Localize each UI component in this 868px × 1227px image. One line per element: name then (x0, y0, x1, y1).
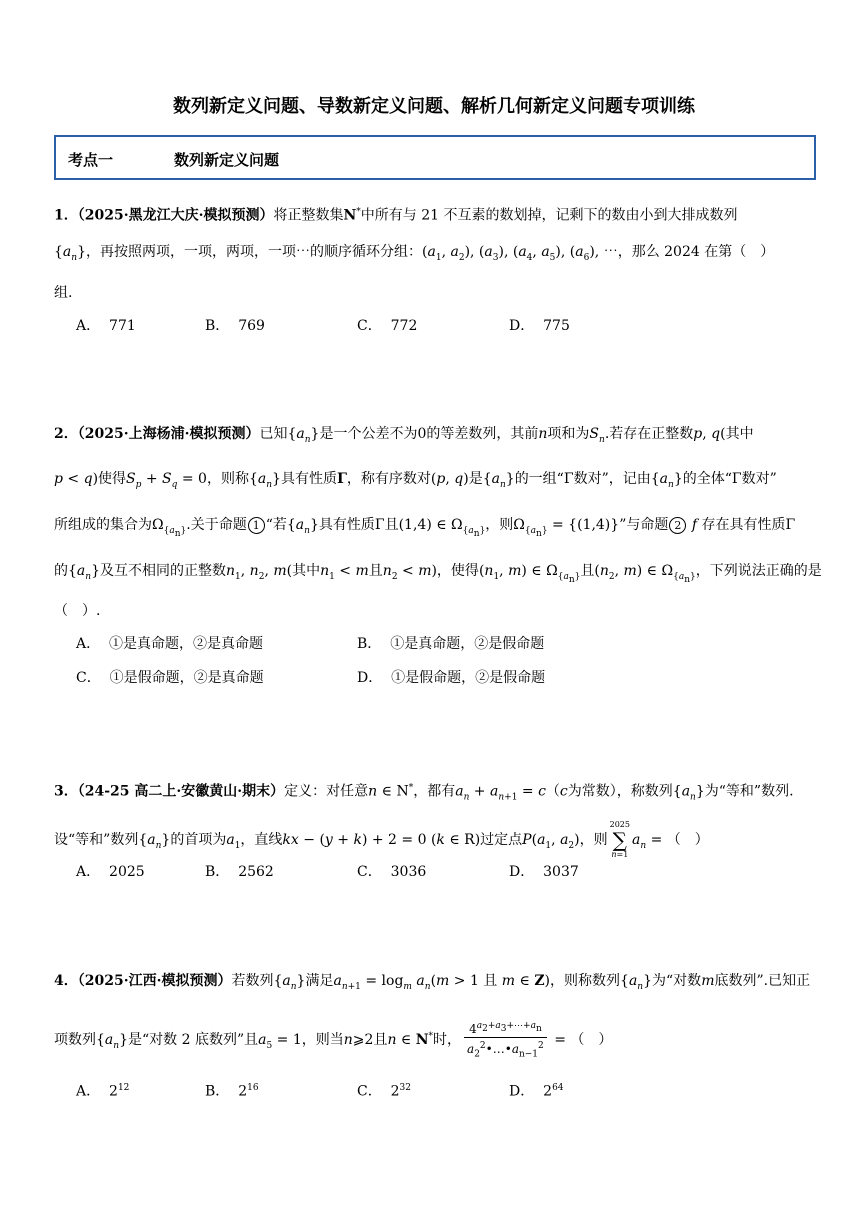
q3-source: （24-25 高二上·安徽黄山·期末） (77, 783, 285, 800)
circled-two-icon: 2 (669, 517, 686, 534)
q1-option-d[interactable]: D． 775 (509, 318, 570, 334)
q1-source: （2025·黑龙江大庆·模拟预测） (77, 207, 274, 224)
q1-text: 组. (54, 285, 73, 301)
q1-option-a[interactable]: A． 771 (76, 318, 136, 334)
circled-one-icon: 1 (248, 517, 265, 534)
q4-line-2: 项数列$\{a_n\}$是“对数 2 底数列”且$a_5 = 1$，则当n⩾2且n ∈ N*时， $\frac{4^{a_2+a_3+\cdots+a_n}}{a_2^2•\dots•a_{n-1}^2}$ = （ ） (54, 1018, 820, 1063)
q2-number: 2． (54, 426, 78, 442)
q1-line-3 (54, 283, 820, 303)
q3-line-2: 设“等和”数列$\{a_n\}$的首项为$a_1$，直线kx − (y + k) + 2 = 0 (k ∈ R)过定点$P(a_1$, $a_2$)，则 2025 ∑ n=1 $a_n$ = （ ） (54, 820, 709, 859)
q4-number: 4． (54, 973, 78, 989)
q1-option-c[interactable]: C． 772 (357, 318, 418, 334)
q2-line-3: 所组成的集合为$\Omega_{\{a_n\}}$.关于命题 1 “若$\{a_n\}$具有性质Γ且(1,4) ∈ $\Omega_{\{a_n\}}$，则$\Omega_{\{a_n\}} = \{(1,4)\}$”与命题 2 f 存在具有性质Γ (54, 517, 796, 539)
fraction-expression: $\frac{4^{a_2+a_3+\cdots+a_n}}{a_2^2•\dots•a_{n-1}^2}$ (464, 1018, 547, 1062)
q1-text: ，那么 2024 在第（ ） (617, 244, 775, 260)
q1-text: 中所有与 21 不互素的数划掉，记剩下的数由小到大排成数列 (360, 207, 738, 224)
section-header (54, 135, 816, 180)
q2-option-d[interactable]: D． ①是假命题，②是假命题 (357, 670, 546, 686)
q3-option-a[interactable]: A． 2025 (76, 864, 145, 880)
q1-text: ，再按照两项，一项，两项，一项⋯的顺序循环分组： (86, 244, 422, 260)
q4-option-d[interactable]: D． $2^{64}$ (509, 1083, 564, 1100)
q4-source: （2025·江西·模拟预测） (77, 973, 232, 989)
q2-source: （2025·上海杨浦·模拟预测） (77, 426, 260, 442)
q1-line-2: $\{a_n\}$，再按照两项，一项，两项，一项⋯的顺序循环分组：($a_1$, $a_2$), $(a_3)$, ($a_4$, $a_5$), $(a_6)$, ⋯，那么 2024 在第（ ） (54, 244, 775, 263)
q2-line-2: p < q)使得$S_p + S_q = 0$，则称$\{a_n\}$具有性质Γ，称有序数对(p, q)是$\{a_n\}$的一组“Γ数对”，记由$\{a_n\}$的全体“Γ数对” (54, 471, 777, 490)
q1-text: 将正整数集 (273, 207, 344, 224)
q2-line-4: 的$\{a_n\}$及互不相同的正整数$n_1$, $n_2$, m(其中$n_1 < m$且$n_2 < m$)，使得($n_1$, m) ∈ $\Omega_{\{a_n\}}$且($n_2$, m) ∈ $\Omega_{\{a_n\}}$，下列说法正确的是 (54, 563, 822, 585)
page-title: 数列新定义问题、导数新定义问题、解析几何新定义问题专项训练 (173, 96, 695, 117)
q1-option-b[interactable]: B． 769 (205, 318, 265, 334)
q4-option-a[interactable]: A． $2^{12}$ (76, 1083, 130, 1100)
q2-line-1: 2．（2025·上海杨浦·模拟预测）已知$\{a_n\}$是一个公差不为0的等差数列，其前n项和为$S_n$.若存在正整数p, q(其中 (54, 426, 754, 445)
q3-number: 3． (54, 783, 78, 800)
q4-line-1: 4．（2025·江西·模拟预测）若数列$\{a_n\}$满足$a_{n+1} = \log_m a_n(m > 1$ 且 m ∈ Z)，则称数列$\{a_n\}$为“对数m底数列”.已知正 (54, 973, 811, 992)
q3-option-c[interactable]: C． 3036 (357, 864, 427, 880)
q1-number: 1． (54, 207, 78, 224)
q1-line-1: 1．（2025·黑龙江大庆·模拟预测）将正整数集N*中所有与 21 不互素的数划掉，记剩下的数由小到大排成数列 (54, 207, 738, 224)
q3-option-b[interactable]: B． 2562 (205, 864, 274, 880)
q4-option-c[interactable]: C． $2^{32}$ (357, 1083, 411, 1100)
summation-icon: 2025 ∑ n=1 (609, 820, 630, 859)
section-name: 数列新定义问题 (174, 151, 280, 169)
q2-option-a[interactable]: A． ①是真命题，②是真命题 (76, 636, 264, 652)
q2-option-b[interactable]: B． ①是真命题，②是假命题 (357, 636, 545, 652)
q4-option-b[interactable]: B． $2^{16}$ (205, 1083, 259, 1100)
q2-line-5: （ ）. (54, 603, 101, 619)
section-label: 考点一 (68, 151, 114, 169)
q2-option-c[interactable]: C． ①是假命题，②是真命题 (76, 670, 264, 686)
q3-option-d[interactable]: D． 3037 (509, 864, 579, 880)
q3-line-1: 3．（24-25 高二上·安徽黄山·期末）定义：对任意n ∈ N*，都有$a_n + a_{n+1} = c(c$为常数），称数列$\{a_n\}$为“等和”数列. (54, 783, 794, 803)
